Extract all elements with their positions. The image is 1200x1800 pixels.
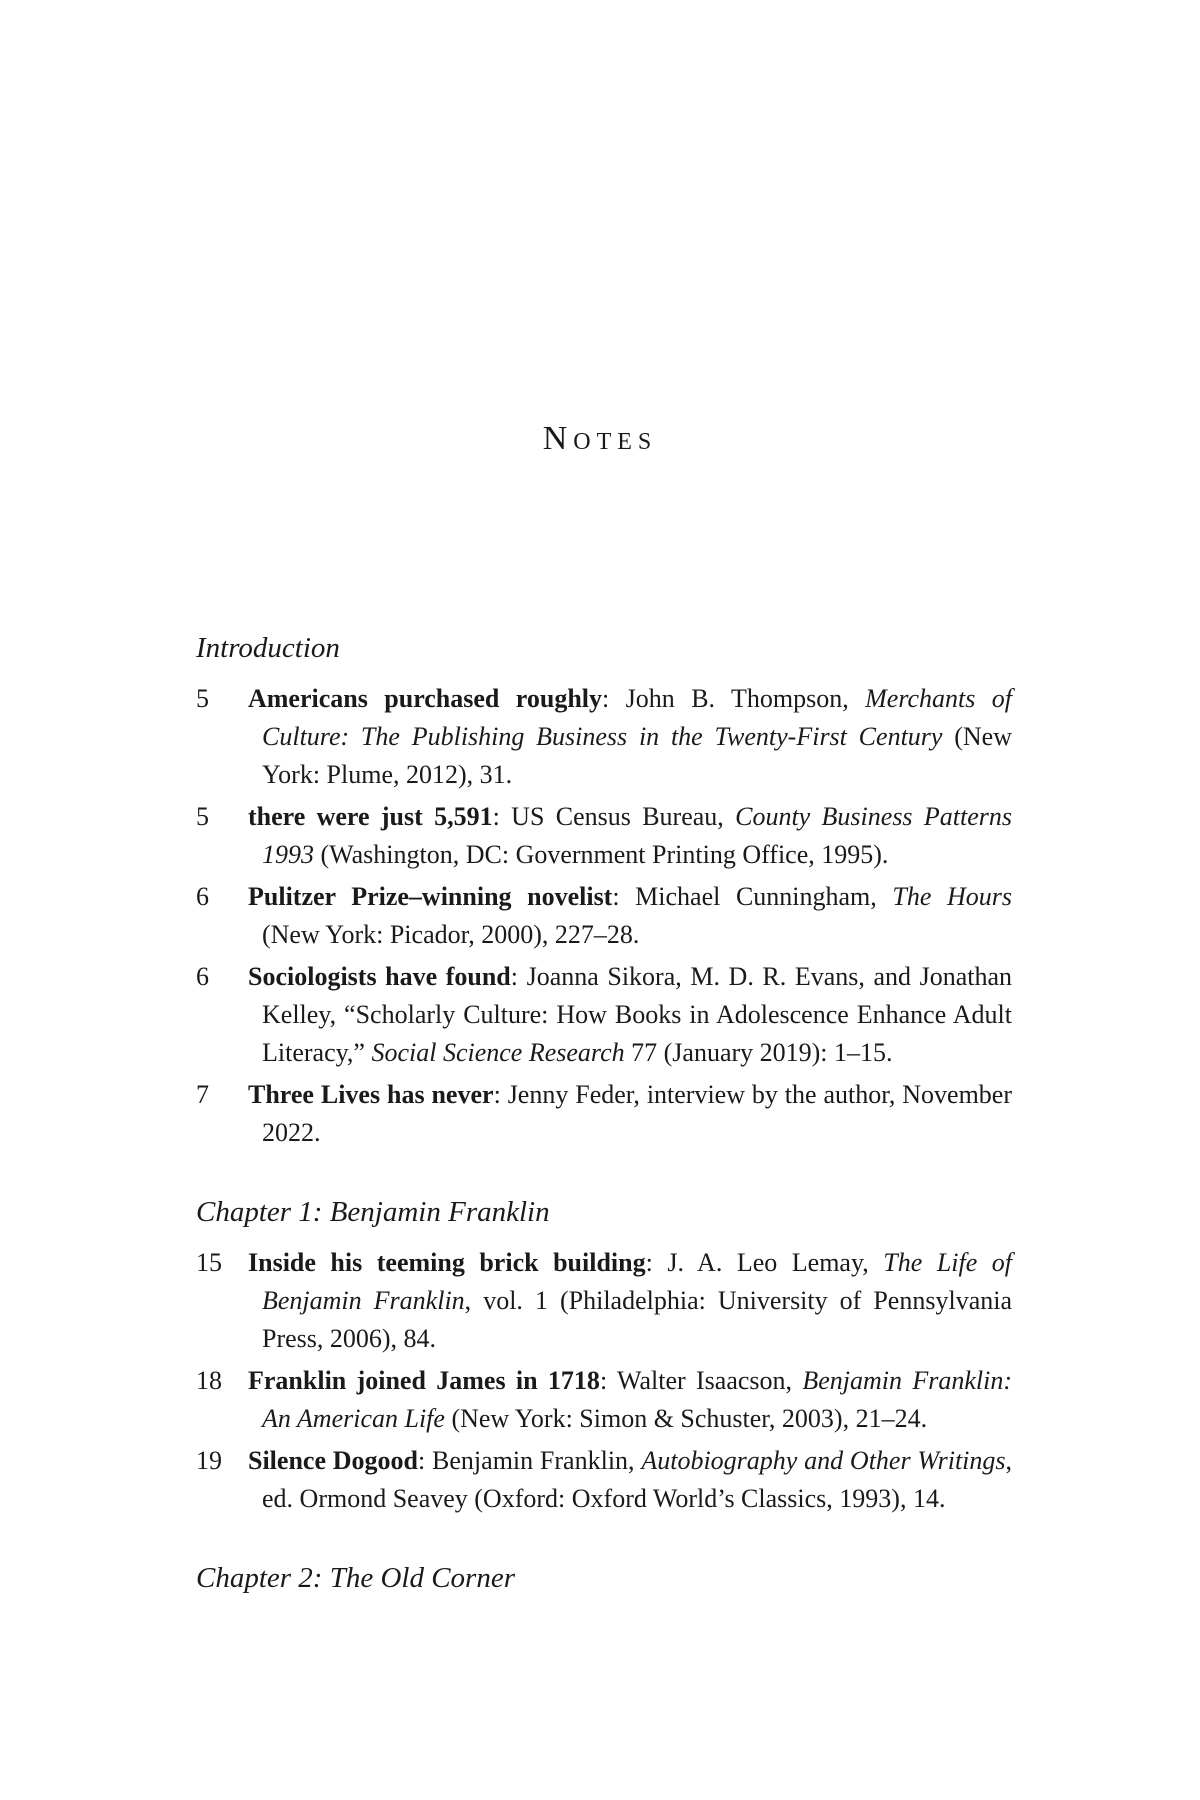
note-page-number: 7 [196,1080,209,1109]
note-page-number: 5 [196,802,209,831]
note-body [248,1362,1012,1438]
citation-text: : John B. Thompson, [602,684,866,713]
citation-text: : Michael Cunningham, [612,882,893,911]
note-entry [196,1362,1012,1438]
note-entry [196,878,1012,954]
page-title: Notes [542,420,658,457]
citation-text: : Benjamin Franklin, [418,1446,642,1475]
citation-title: Social Science Research [371,1038,625,1067]
note-body [248,1076,1012,1152]
note-body [248,958,1012,1072]
notes-list [196,628,1012,1638]
citation-text: : US Census Bureau, [492,802,736,831]
notes-section [196,628,1012,1152]
citation-text: (New York: Plume, 2012), 31. [262,722,1012,789]
note-entry [196,1076,1012,1152]
note-keyphrase: there were just 5,591 [248,802,493,831]
note-page-number: 6 [196,882,209,911]
section-heading: Chapter 1: Benjamin Franklin [196,1196,550,1228]
citation-title: County Business Patterns 1993 [262,802,1012,869]
note-keyphrase: Sociologists have found [248,962,511,991]
note-body [248,878,1012,954]
note-keyphrase: Franklin joined James in 1718 [248,1366,600,1395]
note-keyphrase: Three Lives has never [248,1080,494,1109]
note-page-number: 19 [196,1446,222,1475]
note-body [248,1244,1012,1358]
note-page-number: 18 [196,1366,222,1395]
citation-text: : Walter Isaacson, [599,1366,803,1395]
citation-title: The Life of Benjamin Franklin [262,1248,1012,1315]
citation-text: : Joanna Sikora, M. D. R. Evans, and Jonathan Kelley, “Scholarly Culture: How Books in Adolescence Enhance Adult Literacy,” [262,962,1012,1067]
citation-text: (New York: Picador, 2000), 227–28. [262,920,640,949]
citation-text: : Jenny Feder, interview by the author, November 2022. [262,1080,1013,1147]
citation-text: (New York: Simon & Schuster, 2003), 21–24. [444,1404,928,1433]
citation-text: : J. A. Leo Lemay, [645,1248,884,1277]
citation-text: , vol. 1 (Philadelphia: University of Pennsylvania Press, 2006), 84. [262,1286,1012,1353]
notes-section [196,1558,1012,1598]
note-body [248,1442,1012,1518]
note-keyphrase: Inside his teeming brick building [248,1248,646,1277]
citation-title: Benjamin Franklin: An American Life [262,1366,1012,1433]
note-entry [196,680,1012,794]
note-entry [196,958,1012,1072]
note-keyphrase: Silence Dogood [248,1446,419,1475]
note-entry [196,1442,1012,1518]
citation-text: (Washington, DC: Government Printing Office, 1995). [314,840,889,869]
note-page-number: 6 [196,962,209,991]
note-page-number: 15 [196,1248,222,1277]
section-heading: Introduction [196,632,340,664]
citation-title: Autobiography and Other Writings [641,1446,1006,1475]
note-keyphrase: Americans purchased roughly [248,684,603,713]
citation-text: , ed. Ormond Seavey (Oxford: Oxford World’s Classics, 1993), 14. [262,1446,1013,1513]
note-body [248,798,1012,874]
citation-text: 77 (January 2019): 1–15. [624,1038,893,1067]
notes-section [196,1192,1012,1518]
note-keyphrase: Pulitzer Prize–winning novelist [248,882,613,911]
citation-title: Merchants of Culture: The Publishing Business in the Twenty-First Century [262,684,1012,751]
note-entry [196,1244,1012,1358]
note-page-number: 5 [196,684,209,713]
note-body [248,680,1012,794]
note-entry [196,798,1012,874]
section-heading: Chapter 2: The Old Corner [196,1562,515,1594]
citation-title: The Hours [892,882,1012,911]
